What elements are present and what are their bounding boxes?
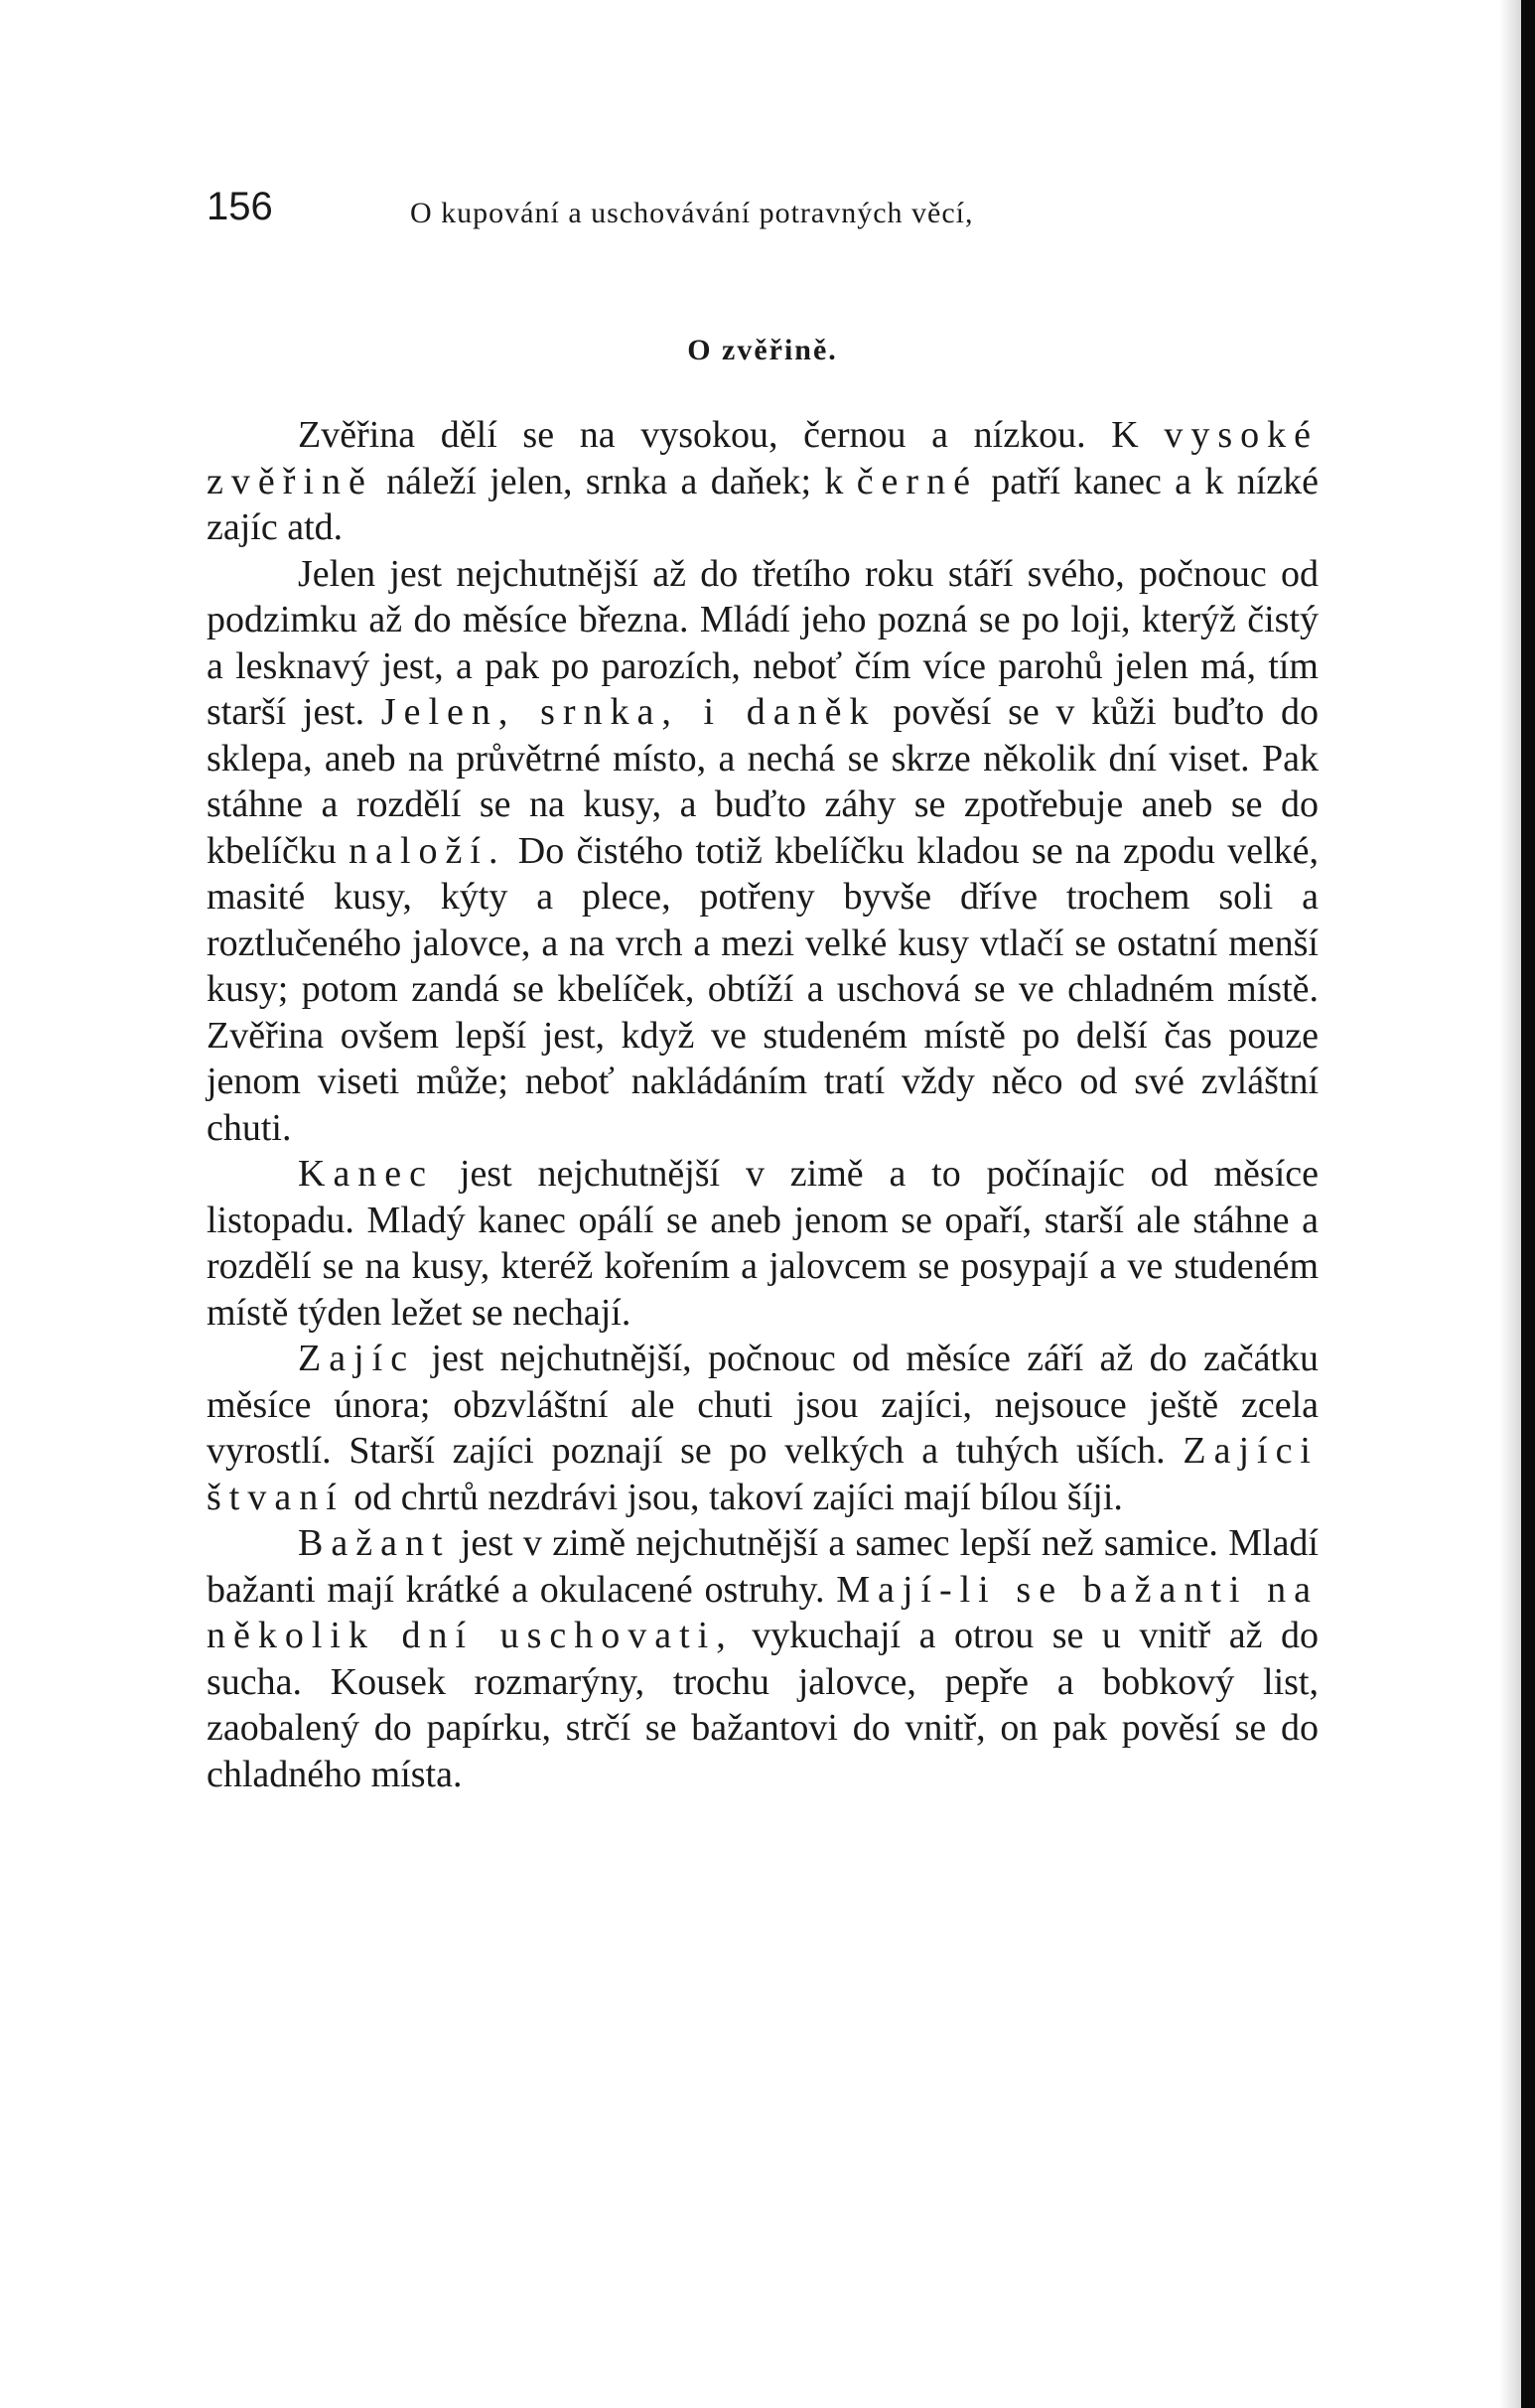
- text-run: od chrtů nezdrávi jsou, takoví zajíci mají bílou šíji.: [344, 1476, 1123, 1518]
- emphasis-run: Zajíc: [298, 1338, 416, 1379]
- emphasis-run: naloží.: [349, 829, 506, 872]
- text-run: patří kanec a k nízké zajíc atd.: [207, 460, 1320, 548]
- text-run: vykuchají a otrou se u vnitř až do sucha. Kousek rozmarýny, trochu jalovce, pepře a bobkový list, zaobalený do papírku, strčí se bažantovi do vnitř, on pak pověsí se do chladného místa.: [207, 1615, 1319, 1795]
- page-header: [207, 185, 1319, 244]
- emphasis-run: Zajíci štvaní: [207, 1430, 1319, 1518]
- emphasis-run: Bažant: [298, 1522, 451, 1564]
- text-run: pověsí se v kůži buďto do sklepa, aneb na průvětrné místo, a nechá se skrze několik dní viset. Pak stáhne a rozdělí se na kusy, a buďto záhy se zpotřebuje aneb se do kbelíčku: [207, 691, 1319, 872]
- page-gutter-shadow: [1499, 0, 1521, 2408]
- running-head: O kupování a uschovávání potravných věcí,: [410, 197, 974, 229]
- text-run: Zvěřina dělí se na vysokou, černou a nízkou. K: [298, 414, 1165, 456]
- emphasis-run: Jelen, srnka, i daněk: [380, 691, 877, 733]
- paragraph-game-classification: [207, 412, 1319, 551]
- text-run: jest nejchutnější, počnouc od měsíce září až do začátku měsíce února; obzvláštní ale chuti jsou zajíci, nejsouce ještě zcela vyrostlí. Starší zajíci poznají se po velkých a tuhých uších.: [207, 1338, 1319, 1472]
- text-run: náleží jelen, srnka a daňek; k: [372, 460, 857, 502]
- paragraph-boar: [207, 1151, 1319, 1336]
- text-run: Do čistého totiž kbelíčku kladou se na zpodu velké, masité kusy, kýty a plece, potřeny byvše dříve trochem soli a roztlučeného jalovce, a na vrch a mezi velké kusy vtlačí se ostatní menší kusy; potom zandá se kbelíček, obtíží a uschová se ve chladném místě. Zvěřina ovšem lepší jest, když ve studeném místě po delší čas pouze jenom viseti může; neboť nakládáním tratí vždy něco od své zvláštní chuti.: [207, 829, 1319, 1149]
- section-title: O zvěřině.: [687, 334, 838, 366]
- emphasis-run: vysoké zvěřině: [207, 414, 1319, 502]
- emphasis-run: Mají-li se bažanti na několik dní uschovati,: [207, 1568, 1319, 1656]
- text-body: [207, 412, 1319, 1797]
- emphasis-run: Kanec: [298, 1153, 435, 1195]
- text-run: Jelen jest nejchutnější až do třetího roku stáří svého, počnouc od podzimku až do měsíce března. Mládí jeho pozná se po loji, kterýž čistý a lesknavý jest, a pak po parozích, neboť čím více parohů jelen má, tím starší jest.: [207, 552, 1319, 733]
- emphasis-run: černé: [856, 460, 978, 502]
- paragraph-deer: [207, 551, 1319, 1152]
- paragraph-pheasant: [207, 1520, 1319, 1797]
- paragraph-hare: [207, 1336, 1319, 1520]
- text-run: jest nejchutnější v zimě a to počínajíc od měsíce listopadu. Mladý kanec opálí se aneb jenom se opaří, starší ale stáhne a rozdělí se na kusy, kteréž kořením a jalovcem se posypají a ve studeném místě týden ležet se nechají.: [207, 1153, 1319, 1334]
- text-run: jest v zimě nejchutnější a samec lepší než samice. Mladí bažanti mají krátké a okulacené ostruhy.: [207, 1522, 1319, 1611]
- page-edge: [1521, 0, 1535, 2408]
- page-number: 156: [207, 185, 273, 228]
